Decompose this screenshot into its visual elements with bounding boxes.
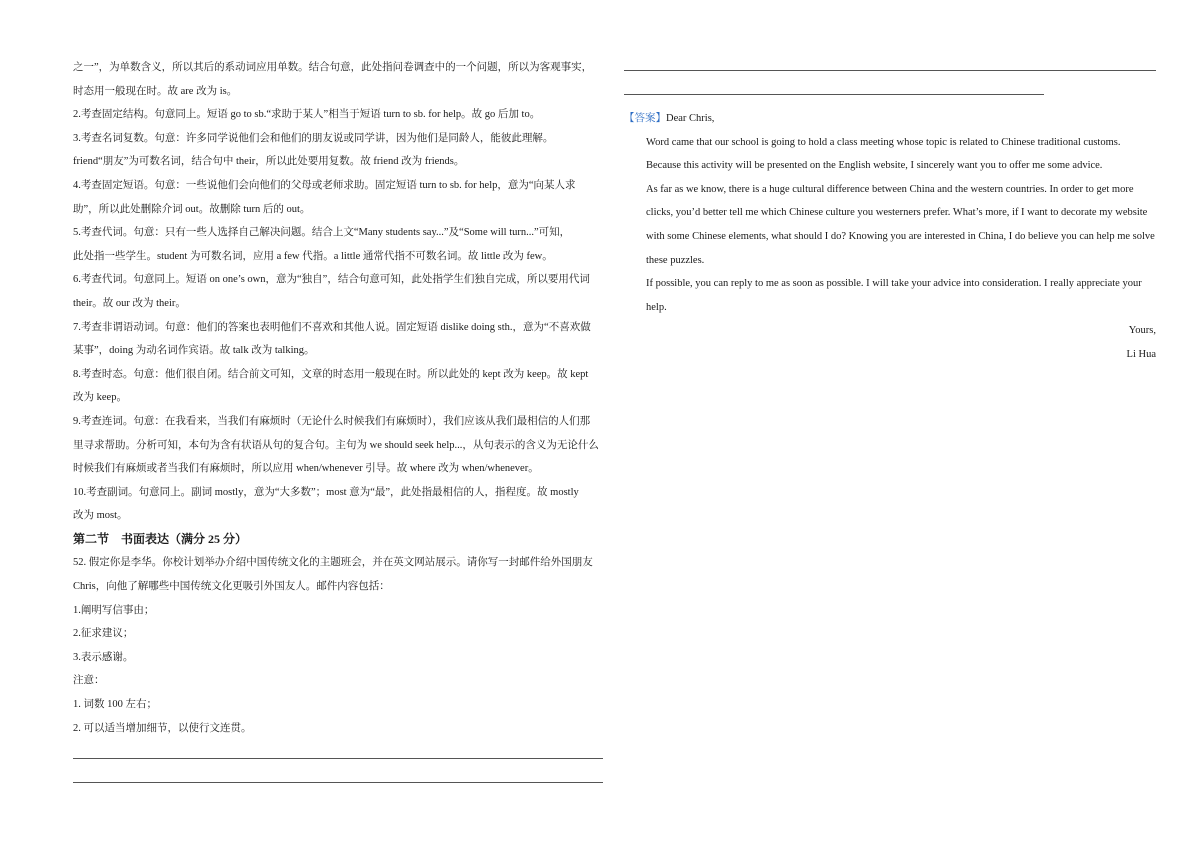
text-line: their。故 our 改为 their。: [73, 297, 186, 309]
task-line: 1. 词数 100 左右；: [73, 699, 157, 711]
letter-greeting-line: [624, 107, 1156, 131]
text-line: 里寻求帮助。分析可知，本句为含有状语从句的复合句。主句为 we should seek help...，从句表示的含义为无论什么: [73, 439, 599, 451]
text-line: 时态用一般现在时。故 are 改为 is。: [73, 85, 238, 97]
section-heading: 第二节 书面表达（满分 25 分）: [73, 531, 248, 546]
task-line: 2.征求建议；: [73, 628, 134, 640]
text-line: 某事”，doing 为动名词作宾语。故 talk 改为 talking。: [73, 345, 315, 357]
text-line: 此处指一些学生。student 为可数名词，应用 a few 代指。a little 通常代指不可数名词。故 little 改为 few。: [73, 250, 553, 262]
task-line: Chris，向他了解哪些中国传统文化更吸引外国友人。邮件内容包括：: [73, 581, 390, 593]
task-line: 1.阐明写信事由；: [73, 604, 155, 616]
text-line: 改为 most。: [73, 510, 128, 522]
text-line: 时候我们有麻烦或者当我们有麻烦时，所以应用 when/whenever 引导。故 where 改为 when/whenever。: [73, 463, 539, 475]
text-line: 3.考查名词复数。句意：许多同学说他们会和他们的朋友说或同学讲，因为他们是同龄人，能彼此理解。: [73, 132, 554, 144]
answer-writing-line: [73, 782, 603, 783]
text-line: 助”，所以此处删除介词 out。故删除 turn 后的 out。: [73, 203, 311, 215]
left-column: [73, 56, 603, 783]
text-line: 5.考查代词。句意：只有一些人选择自己解决问题。结合上文“Many students say...”及“Some will turn...”可知，: [73, 227, 571, 239]
letter-closing: Yours,: [1128, 325, 1156, 337]
text-line: friend“朋友”为可数名词，结合句中 their，所以此处要用复数。故 friend 改为 friends。: [73, 156, 465, 168]
right-column: [624, 56, 1156, 367]
text-line: 10.考查副词。句意同上。副词 mostly，意为“大多数”；most 意为“最”，此处指最相信的人，指程度。故 mostly: [73, 486, 579, 498]
text-line: 改为 keep。: [73, 392, 127, 404]
text-line: 9.考查连词。句意：在我看来，当我们有麻烦时（无论什么时候我们有麻烦时），我们应该从我们最相信的人们那: [73, 415, 591, 427]
text-line: 8.考查时态。句意：他们很自闭。结合前文可知，文章的时态用一般现在时。所以此处的 kept 改为 keep。故 kept: [73, 368, 589, 380]
letter-paragraph: Word came that our school is going to hold a class meeting whose topic is related to Chinese traditional customs. Because this activity will be presented on the English website, I sincerely want you to offer me some advice.: [646, 136, 1121, 172]
task-line: 注意：: [73, 675, 105, 687]
letter-paragraph: If possible, you can reply to me as soon as possible. I will take your advice into consideration. I really appreciate your help.: [646, 278, 1142, 313]
text-line: 6.考查代词。句意同上。短语 on one’s own，意为“独自”，结合句意可知，此处指学生们独自完成，所以要用代词: [73, 274, 590, 286]
letter-paragraph: As far as we know, there is a huge cultural difference between China and the western countries. In order to get more clicks, you’d better tell me which Chinese culture you westerners prefer. What’s more, if I want to decorate my website with some Chinese elements, what should I do? Knowing you are interested in China, I do believe you can help me solve these puzzles.: [646, 183, 1155, 266]
text-line: 之一”，为单数含义，所以其后的系动词应用单数。结合句意，此处指问卷调查中的一个问题，所以为客观事实，: [73, 62, 593, 73]
text-line: 4.考查固定短语。句意：一些说他们会向他们的父母或老师求助。固定短语 turn to sb. for help，意为“向某人求: [73, 179, 576, 191]
text-line: 7.考查非谓语动词。句意：他们的答案也表明他们不喜欢和其他人说。固定短语 dislike doing sth.，意为“不喜欢做: [73, 321, 591, 333]
task-line: 2. 可以适当增加细节，以使行文连贯。: [73, 722, 252, 734]
text-line: 2.考查固定结构。句意同上。短语 go to sb.“求助于某人”相当于短语 turn to sb. for help。故 go 后加 to。: [73, 109, 541, 121]
letter-greeting: Dear Chris,: [666, 113, 715, 124]
answer-tag: 【答案】: [624, 113, 666, 124]
letter-signature: Li Hua: [1126, 348, 1156, 360]
task-line: 52. 假定你是李华。你校计划举办介绍中国传统文化的主题班会，并在英文网站展示。请你写一封邮件给外国朋友: [73, 557, 593, 569]
task-line: 3.表示感谢。: [73, 651, 134, 663]
